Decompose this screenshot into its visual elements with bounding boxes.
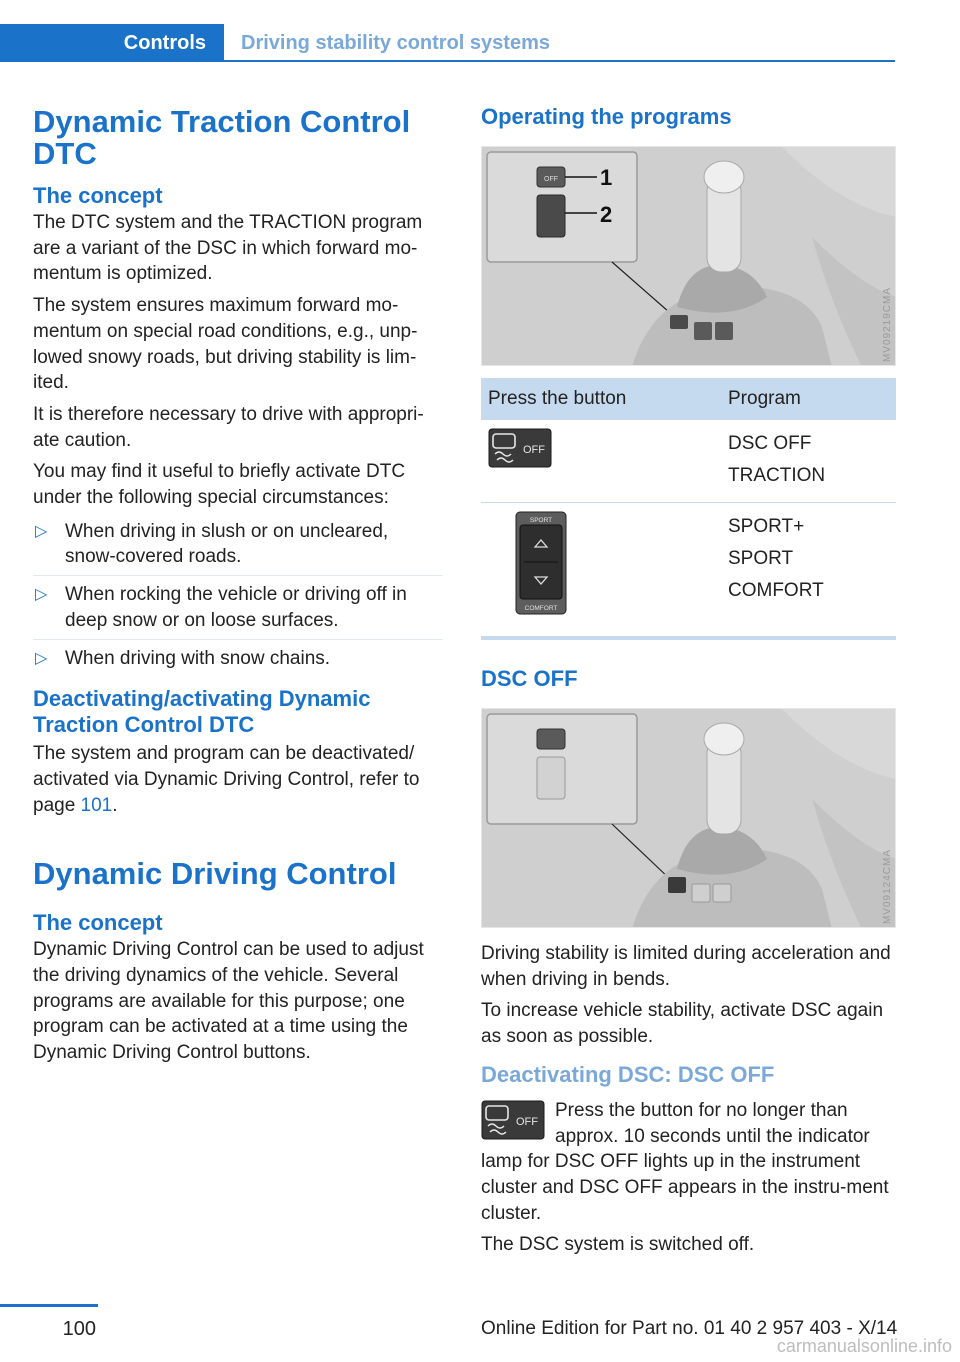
heading-dtc: Dynamic Traction Control DTC — [33, 104, 411, 171]
paragraph-dsc-switched-off: The DSC system is switched off. — [481, 1234, 755, 1256]
list-item: ▷ When driving in slush or on uncleared, snow-covered roads. — [33, 519, 443, 576]
page-link-101[interactable]: 101 — [80, 794, 113, 816]
paragraph-stability-limited: Driving stability is limited during acceleration and when driving in bends. — [481, 943, 891, 990]
list-item: ▷ When driving with snow chains. — [33, 646, 443, 677]
paragraph-dtc-ensures: The system ensures maximum forward mo‐mentum on special road conditions, e.g., unp‐lowed snowy roads, but driving stability is lim‐ited. — [33, 295, 418, 394]
paragraph-increase-stability: To increase vehicle stability, activate DSC again as soon as possible. — [481, 1000, 884, 1048]
triangle-bullet-icon: ▷ — [35, 522, 48, 540]
topic-title: Driving stability control systems — [241, 31, 550, 54]
left-column — [33, 100, 443, 1066]
paragraph-ddc: Dynamic Driving Control can be used to adjust the driving dynamics of the vehicle. Several programs are available for this purpose; one program can be activated at a time using the Dynamic Driving Control buttons. — [33, 939, 424, 1064]
section-tab[interactable]: Controls — [0, 24, 224, 62]
footer-edition: Online Edition for Part no. 01 40 2 957 403 - X/14 — [481, 1318, 898, 1339]
table-row — [481, 420, 896, 503]
heading-deactivating-dtc: Deactivating/activating Dynamic Traction Control DTC — [33, 686, 371, 738]
right-column — [481, 100, 896, 1258]
heading-concept-dtc: The concept — [33, 183, 163, 208]
console-photo-programs — [481, 146, 896, 366]
heading-deactivating-dsc: Deactivating DSC: DSC OFF — [481, 1061, 775, 1087]
inset-off-label: OFF — [544, 176, 558, 183]
page-number: 100 — [62, 1318, 96, 1340]
console-illustration-dsc — [482, 709, 896, 928]
heading-ddc: Dynamic Driving Control — [33, 856, 397, 892]
page-header — [0, 24, 895, 62]
console-photo-dsc-off — [481, 708, 896, 928]
callout-1: 1 — [600, 165, 613, 190]
drive-mode-rocker-icon — [515, 511, 567, 615]
image-code-watermark: MV09124CMA — [882, 849, 893, 925]
program-sport: SPORT — [728, 548, 794, 569]
svg-text:COMFORT: COMFORT — [524, 605, 558, 612]
paragraph-dtc-useful: You may find it useful to briefly activate DTC under the following special circumstances: — [33, 461, 406, 509]
footer-rule — [0, 1304, 98, 1307]
triangle-bullet-icon: ▷ — [35, 649, 48, 667]
image-code-watermark: MV09219CMA — [882, 287, 893, 363]
heading-dsc-off: DSC OFF — [481, 666, 578, 691]
table-header-program: Program — [721, 378, 896, 420]
list-item: ▷ When rocking the vehicle or driving off in deep snow or on loose surfaces. — [33, 582, 443, 639]
svg-text:OFF: OFF — [516, 1115, 538, 1128]
circumstances-list — [33, 519, 443, 677]
paragraph-deactivate-dtc: The system and program can be deactivated/ activated via Dynamic Driving Control, refer to page 101. — [33, 743, 420, 816]
callout-2: 2 — [600, 202, 613, 227]
program-comfort: COMFORT — [728, 580, 824, 601]
dsc-off-button-icon — [481, 1100, 545, 1140]
table-row — [481, 503, 896, 639]
paragraph-dtc-caution: It is therefore necessary to drive with appropri‐ate caution. — [33, 403, 424, 451]
footer-watermark: carmanualsonline.info — [776, 1336, 952, 1356]
program-table — [481, 378, 896, 640]
table-header-button: Press the button — [481, 378, 721, 420]
heading-operating: Operating the programs — [481, 104, 732, 129]
paragraph-press-button: Press the button for no longer than approx. 10 seconds until the indicator lamp for DSC OFF lights up in the instrument cluster and DSC OFF appears in the instru‐ment cluster. — [481, 1099, 889, 1224]
triangle-bullet-icon: ▷ — [35, 586, 48, 604]
svg-text:SPORT: SPORT — [529, 517, 553, 524]
program-sport-plus: SPORT+ — [728, 516, 805, 537]
console-illustration — [482, 147, 896, 366]
svg-text:OFF: OFF — [523, 444, 545, 456]
paragraph-dtc-variant: The DTC system and the TRACTION program are a variant of the DSC in which forward mo‐mentum is optimized. — [33, 212, 423, 285]
dsc-off-instruction — [481, 1098, 896, 1227]
program-traction: TRACTION — [728, 465, 826, 486]
dsc-off-button-icon — [488, 428, 552, 468]
program-dsc-off: DSC OFF — [728, 433, 812, 454]
heading-concept-ddc: The concept — [33, 910, 163, 936]
